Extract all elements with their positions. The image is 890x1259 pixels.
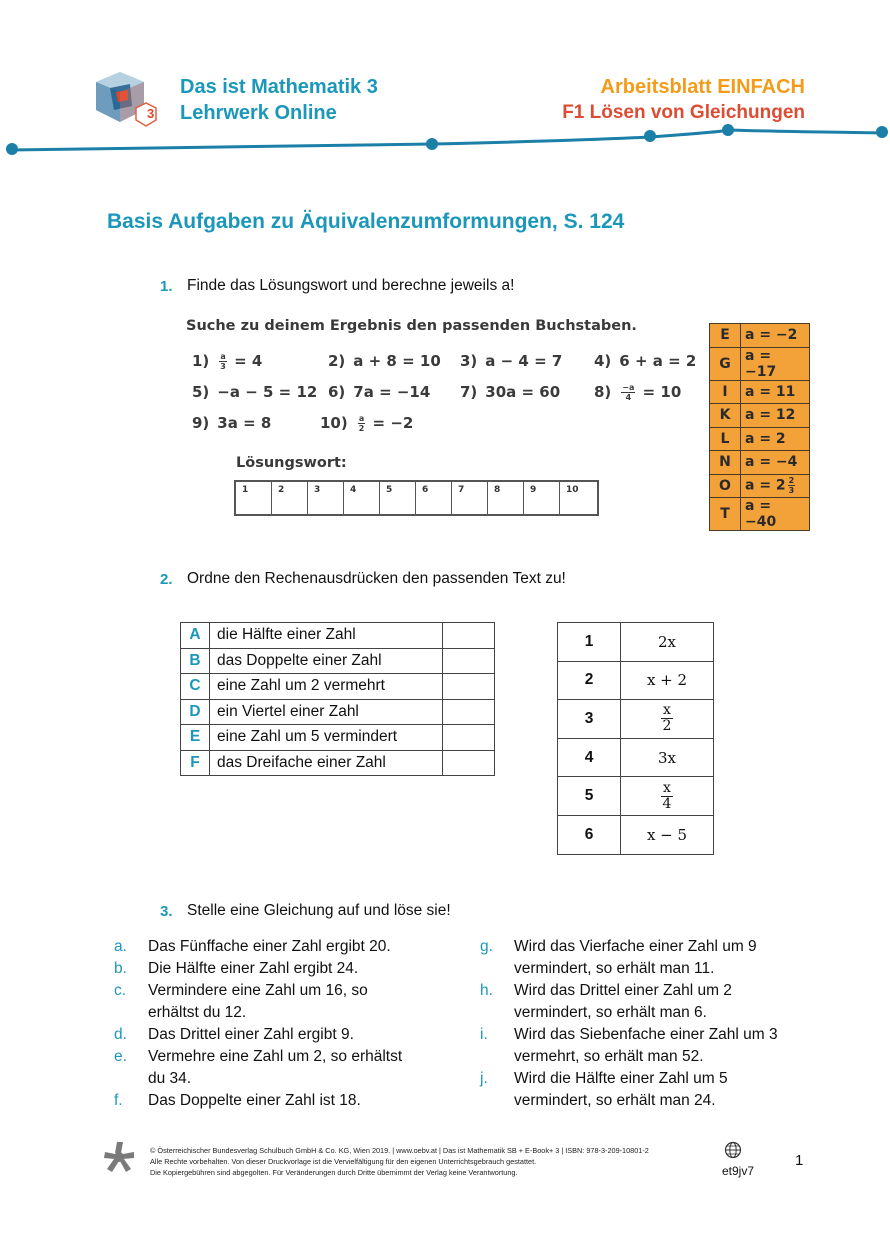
table-row [181,725,495,751]
key-letter: O [710,474,741,498]
solution-cell[interactable]: 6 [416,482,452,514]
footer-copyright: © Österreichischer Bundesverlag Schulbuch GmbH & Co. KG, Wien 2019. | www.oebv.at | Das ist Mathematik SB + E-Book+ 3 | ISBN: 978-3-209-10801-2 [150,1146,649,1155]
solution-cell[interactable]: 1 [236,482,272,514]
key-value: a = 2 [745,477,786,494]
item-letter: c. [114,982,127,999]
row-text: eine Zahl um 2 vermehrt [210,674,443,700]
footer-rights: Alle Rechte vorbehalten. Von dieser Druckvorlage ist die Vervielfältigung für den eigenen Unterrichtsgebrauch gestattet. [150,1157,537,1166]
solution-cell[interactable]: 3 [308,482,344,514]
solution-cell[interactable]: 5 [380,482,416,514]
item-letter: b. [114,960,127,977]
row-text: die Hälfte einer Zahl [210,623,443,649]
expr-number: 5 [558,777,621,816]
frac-num: −a [622,383,635,392]
letter-key-table [709,323,810,531]
header-title-line2: Lehrwerk Online [180,102,337,124]
task1-text: Finde das Lösungswort und berechne jeweils a! [187,277,515,294]
key-letter: K [710,404,741,428]
key-row [710,498,810,531]
item-text: Das Fünffache einer Zahl ergibt 20. [148,938,391,955]
row-letter: D [181,699,210,725]
answer-cell[interactable] [443,750,495,776]
equation-number: 8) [594,383,612,401]
key-row [710,404,810,428]
equation-3 [460,352,562,370]
key-row [710,474,810,498]
key-value: a = 2 [741,427,810,451]
key-value: a = 12 [741,404,810,428]
list-item [114,980,414,1024]
item-text: Vermehre eine Zahl um 2, so erhältst du 34. [148,1048,403,1087]
equation-text: 6 + a = 2 [619,352,697,370]
frac-den: 3 [788,486,795,496]
list-item [114,958,414,980]
row-text: eine Zahl um 5 vermindert [210,725,443,751]
task3-list-left [114,936,414,1112]
expr-number: 2 [558,661,621,700]
solution-cell[interactable]: 2 [272,482,308,514]
frac-den: 2 [662,718,672,735]
expr-value: 3x [621,738,714,777]
key-letter: T [710,498,741,531]
sheet-topic: F1 Lösen von Gleichungen [562,102,805,123]
solution-cell[interactable]: 7 [452,482,488,514]
key-letter: N [710,451,741,475]
equation-rest: = 10 [642,383,682,401]
key-row [710,324,810,348]
list-item [114,1046,414,1090]
task2-text: Ordne den Rechenausdrücken den passenden Text zu! [187,570,566,587]
row-letter: A [181,623,210,649]
header-line [0,118,890,158]
expr-number: 6 [558,815,621,854]
list-item [480,936,790,980]
equation-number: 10) [320,414,348,432]
publisher-logo [103,1140,135,1179]
equation-2 [328,352,441,370]
equation-number: 5) [192,383,210,401]
item-text: Wird das Vierfache einer Zahl um 9 vermindert, so erhält man 11. [514,938,757,977]
frac-den: 4 [625,393,632,402]
list-item [114,1024,414,1046]
equation-number: 1) [192,352,210,370]
answer-cell[interactable] [443,648,495,674]
item-letter: f. [114,1092,123,1109]
row-letter: B [181,648,210,674]
header-title-line1: Das ist Mathematik 3 [180,76,378,98]
table-row [181,648,495,674]
answer-cell[interactable] [443,699,495,725]
frac-num: a [358,414,365,423]
list-item [480,980,790,1024]
frac-den: 2 [358,424,365,433]
equation-text: a − 4 = 7 [485,352,563,370]
key-row [710,347,810,380]
frac-num: a [220,352,226,361]
row-text: das Doppelte einer Zahl [210,648,443,674]
solution-grid[interactable] [234,480,599,516]
row-letter: E [181,725,210,751]
equation-number: 2) [328,352,346,370]
equation-rest: = 4 [234,352,263,370]
table-row [558,623,714,662]
item-letter: d. [114,1026,127,1043]
table-row [558,815,714,854]
item-text: Die Hälfte einer Zahl ergibt 24. [148,960,359,977]
list-item [114,1090,414,1112]
section-title: Basis Aufgaben zu Äquivalenzumformungen, S. 124 [107,210,625,233]
task3-list-right [480,936,790,1112]
equation-number: 3) [460,352,478,370]
item-letter: a. [114,938,127,955]
table-row [181,623,495,649]
row-letter: F [181,750,210,776]
solution-label: Lösungswort: [236,455,347,471]
answer-cell[interactable] [443,623,495,649]
frac-num: x [663,702,671,719]
logo-number: 3 [147,106,155,121]
expr-value: x − 5 [621,815,714,854]
task2-number: 2. [160,571,173,588]
item-text: Wird das Drittel einer Zahl um 2 vermindert, so erhält man 6. [514,982,732,1021]
item-text: Wird das Siebenfache einer Zahl um 3 vermehrt, so erhält man 52. [514,1026,778,1065]
footer-fees: Die Kopiergebühren sind abgegolten. Für Veränderungen durch Dritte übernimmt der Verlag keine Verantwortung. [150,1168,518,1177]
task3-number: 3. [160,903,173,920]
equation-7 [460,383,560,401]
item-letter: h. [480,982,493,999]
equation-6 [328,383,430,401]
item-letter: e. [114,1048,127,1065]
equation-list [192,352,697,433]
item-text: Wird die Hälfte einer Zahl um 5 vermindert, so erhält man 24. [514,1070,728,1109]
online-code[interactable]: et9jv7 [722,1164,755,1178]
text-table [180,622,495,776]
equation-text: −a − 5 = 12 [217,383,318,401]
row-letter: C [181,674,210,700]
item-text: Vermindere eine Zahl um 16, so erhältst du 12. [148,982,368,1021]
expr-number: 1 [558,623,621,662]
row-text: das Dreifache einer Zahl [210,750,443,776]
key-row [710,427,810,451]
table-row [558,661,714,700]
key-value: a = 11 [741,380,810,404]
answer-cell[interactable] [443,725,495,751]
equation-4 [594,352,696,370]
task3-text: Stelle eine Gleichung auf und löse sie! [187,902,451,919]
equation-text: a + 8 = 10 [353,352,441,370]
equation-10 [320,414,413,433]
equation-8 [594,383,681,402]
expression-table [557,622,714,855]
table-row [181,699,495,725]
frac-den: 3 [220,362,226,371]
sheet-type: Arbeitsblatt EINFACH [600,76,805,98]
table-row [558,738,714,777]
row-text: ein Viertel einer Zahl [210,699,443,725]
equation-number: 4) [594,352,612,370]
equation-rest: = −2 [372,414,414,432]
equation-number: 6) [328,383,346,401]
solution-cell[interactable]: 8 [488,482,524,514]
equation-number: 9) [192,414,210,432]
table-row [181,674,495,700]
list-item [114,936,414,958]
expr-number: 4 [558,738,621,777]
key-letter: E [710,324,741,348]
table-row [558,700,714,739]
item-letter: i. [480,1026,488,1043]
frac-num: 2 [788,476,795,486]
solution-cell[interactable]: 4 [344,482,380,514]
solution-cell[interactable]: 10 [566,485,579,495]
answer-cell[interactable] [443,674,495,700]
key-row [710,451,810,475]
task1-number: 1. [160,278,173,295]
key-letter: I [710,380,741,404]
task1-intro: Suche zu deinem Ergebnis den passenden Buchstaben. [186,318,637,334]
equation-9 [192,414,271,432]
frac-den: 4 [662,795,672,812]
globe-icon[interactable] [724,1141,742,1164]
table-row [558,777,714,816]
key-value: a = −40 [741,498,810,531]
item-text: Das Drittel einer Zahl ergibt 9. [148,1026,354,1043]
expr-value: 2x [621,623,714,662]
key-value: a = −2 [741,324,810,348]
item-text: Das Doppelte einer Zahl ist 18. [148,1092,361,1109]
expr-number: 3 [558,700,621,739]
equation-text: 7a = −14 [353,383,431,401]
table-row [181,750,495,776]
frac-num: x [663,779,671,796]
key-letter: G [710,347,741,380]
equation-text: 30a = 60 [485,383,561,401]
expr-value: x + 2 [621,661,714,700]
key-letter: L [710,427,741,451]
key-value: a = −4 [741,451,810,475]
list-item [480,1024,790,1068]
item-letter: j. [480,1070,488,1087]
item-letter: g. [480,938,493,955]
key-value: a = −17 [741,347,810,380]
equation-5 [192,383,317,401]
key-row [710,380,810,404]
equation-1 [192,352,262,371]
list-item [480,1068,790,1112]
equation-number: 7) [460,383,478,401]
solution-cell[interactable]: 9 [524,482,560,514]
equation-text: 3a = 8 [217,414,272,432]
page-number: 1 [795,1152,804,1169]
